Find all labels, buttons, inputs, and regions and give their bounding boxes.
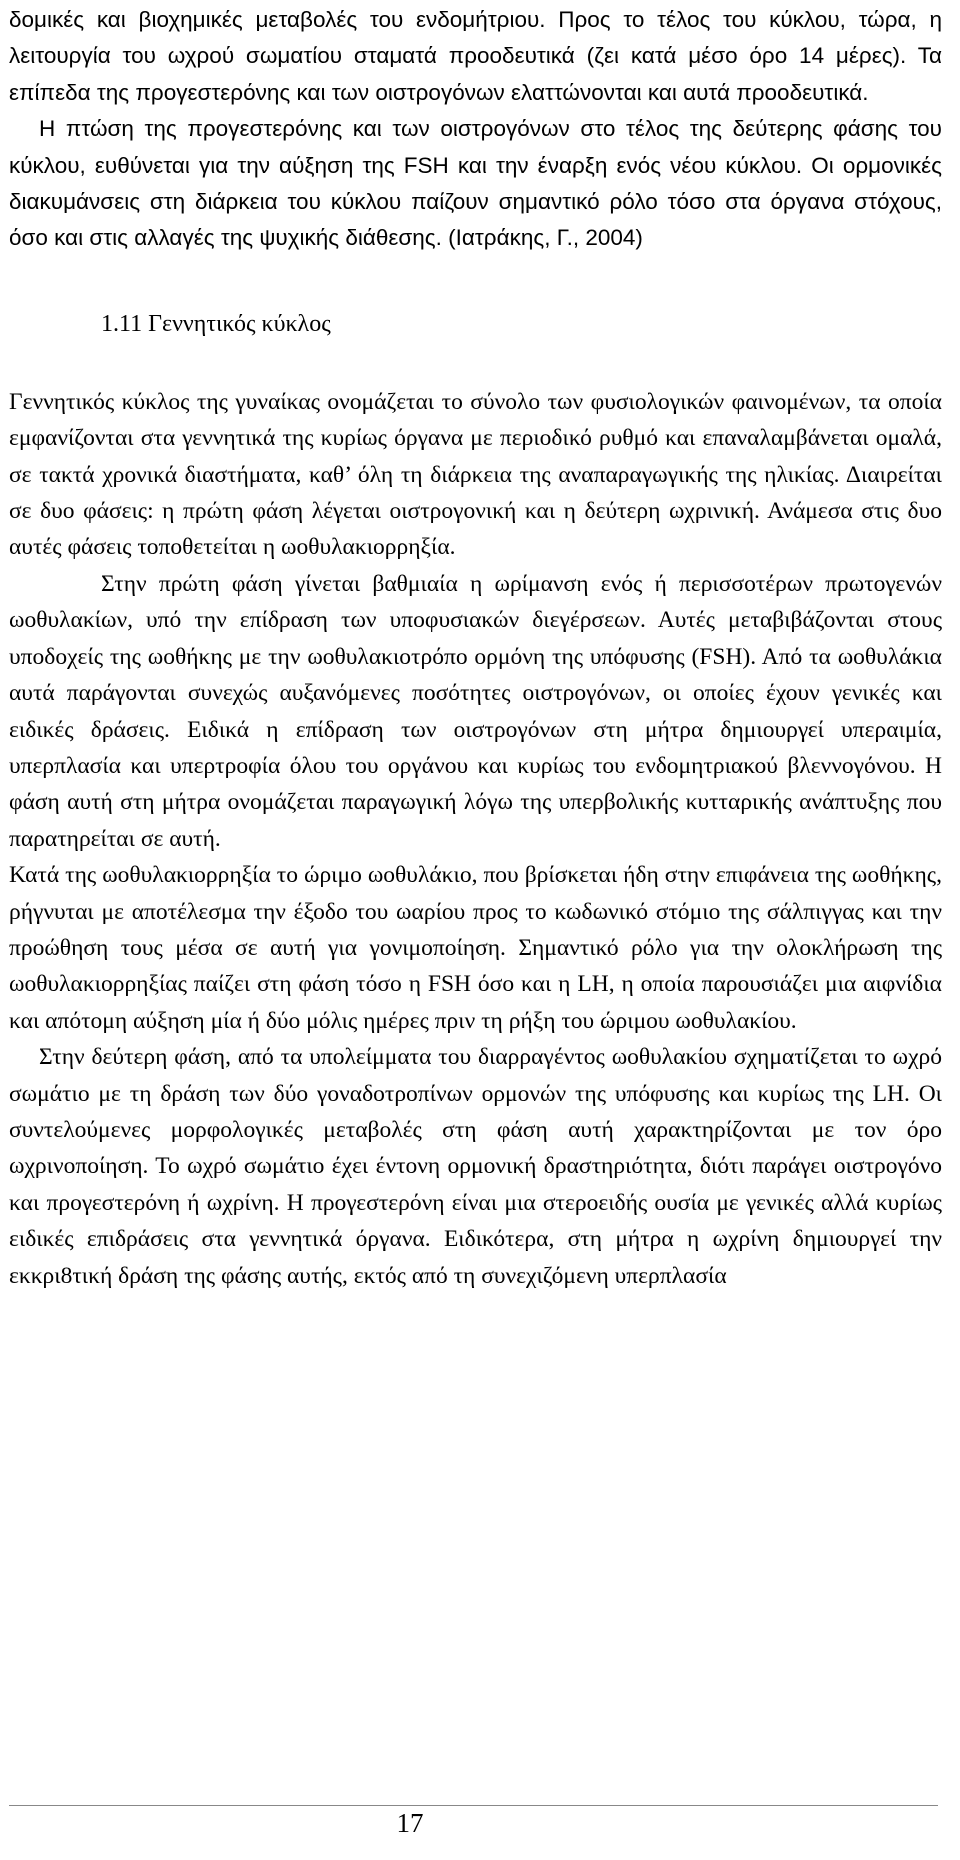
paragraph: Γεννητικός κύκλος της γυναίκας ονομάζεται το σύνολο των φυσιολογικών φαινομένων, τα οποία εμφανίζονται στα γεννητικά της κυρίως όργανα με περιοδικό ρυθμό και επαναλαμβάνεται ομαλά, σε τακτά χρονικά διαστήματα, καθ’ όλη τη διάρκεια της αναπαραγωγικής της ηλικίας. Διαιρείται σε δυο φάσεις: η πρώτη φάση λέγεται οιστρογονική και η δεύτερη ωχρινική. Ανάμεσα στις δυο αυτές φάσεις τοποθετείται η ωοθυλακιορρηξία. bbox=[9, 388, 942, 561]
paragraph: Κατά της ωοθυλακιορρηξία το ώριμο ωοθυλάκιο, που βρίσκεται ήδη στην επιφάνεια της ωοθήκης, ρήγνυται με αποτέλεσμα την έξοδο του ωαρίου προς το κωδωνικό στόμιο της σάλπιγγας και την προώθηση τους μέσα σε αυτή για γονιμοποίηση. Σημαντικό ρόλο για την ολοκλήρωση της ωοθυλακιορρηξίας παίζει στη φάση τόσο η FSH όσο και η LH, η οποία παρουσιάζει μια αιφνίδια και απότομη αύξηση μία ή δύο μόλις ημέρες πριν τη ρήξη του ώριμου ωοθυλακίου. bbox=[9, 862, 942, 1034]
footer-divider bbox=[9, 1805, 938, 1806]
paragraph: Στην πρώτη φάση γίνεται βαθμιαία η ωρίμανση ενός ή περισσοτέρων πρωτογενών ωοθυλακίων, υπό την επίδραση των υποφυσιακών διεγέρσεων. Αυτές μεταβιβάζονται στους υποδοχείς της ωοθήκης με την ωοθυλακιοτρόπο ορμόνη της υπόφυσης (FSH). Από τα ωοθυλάκια αυτά παράγονται συνεχώς αυξανόμενες ποσότητες οιστρογόνων, οι οποίες έχουν γενικές και ειδικές δράσεις. Ειδικά η επίδραση των οιστρογόνων στη μήτρα δημιουργεί υπεραιμία, υπερπλασία και υπερτροφία όλου του οργάνου και κυρίως του ενδομητριακού βλεννογόνου. Η φάση αυτή στη μήτρα ονομάζεται παραγωγική λόγω της υπερβολικής κυτταρικής ανάπτυξης που παρατηρείται σε αυτή. bbox=[9, 570, 942, 852]
page-number: 17 bbox=[396, 1808, 424, 1838]
paragraph: Η πτώση της προγεστερόνης και των οιστρογόνων στο τέλος της δεύτερης φάσης του κύκλου, ευθύνεται για την αύξηση της FSH και την έναρξη ενός νέου κύκλου. Οι ορμονικές διακυμάνσεις στη διάρκεια του κύκλου παίζουν σημαντικό ρόλο τόσο στα όργανα στόχους, όσο και στις αλλαγές της ψυχικής διάθεσης. (Ιατράκης, Γ., 2004) bbox=[9, 116, 942, 251]
paragraph: δομικές και βιοχημικές μεταβολές του ενδομήτριου. Προς το τέλος του κύκλου, τώρα, η λειτουργία του ωχρού σωματίου σταματά προοδευτικά (ζει κατά μέσο όρο 14 μέρες). Τα επίπεδα της προγεστερόνης και των οιστρογόνων ελαττώνονται και αυτά προοδευτικά. bbox=[9, 7, 942, 105]
section-heading: 1.11 Γεννητικός κύκλος bbox=[101, 310, 331, 337]
paragraph: Στην δεύτερη φάση, από τα υπολείμματα του διαρραγέντος ωοθυλακίου σχηματίζεται το ωχρό σωμάτιο με τη δράση των δύο γοναδοτροπίνων ορμονών της υπόφυσης και κυρίως της LH. Οι συντελούμενες μορφολογικές μεταβολές στη φάση αυτή χαρακτηρίζονται με τον όρο ωχρινοποίηση. Το ωχρό σωμάτιο έχει έντονη ορμονική δραστηριότητα, διότι παράγει οιστρογόνο και προγεστερόνη ή ωχρίνη. Η προγεστερόνη είναι μια στεροειδής ουσία με γενικές αλλά κυρίως ειδικές επιδράσεις στα γεννητικά όργανα. Ειδικότερα, στη μήτρα η ωχρίνη δημιουργεί την εκκρι8τική δράση της φάσης αυτής, εκτός από τη συνεχιζόμενη υπερπλασία bbox=[9, 1044, 942, 1289]
